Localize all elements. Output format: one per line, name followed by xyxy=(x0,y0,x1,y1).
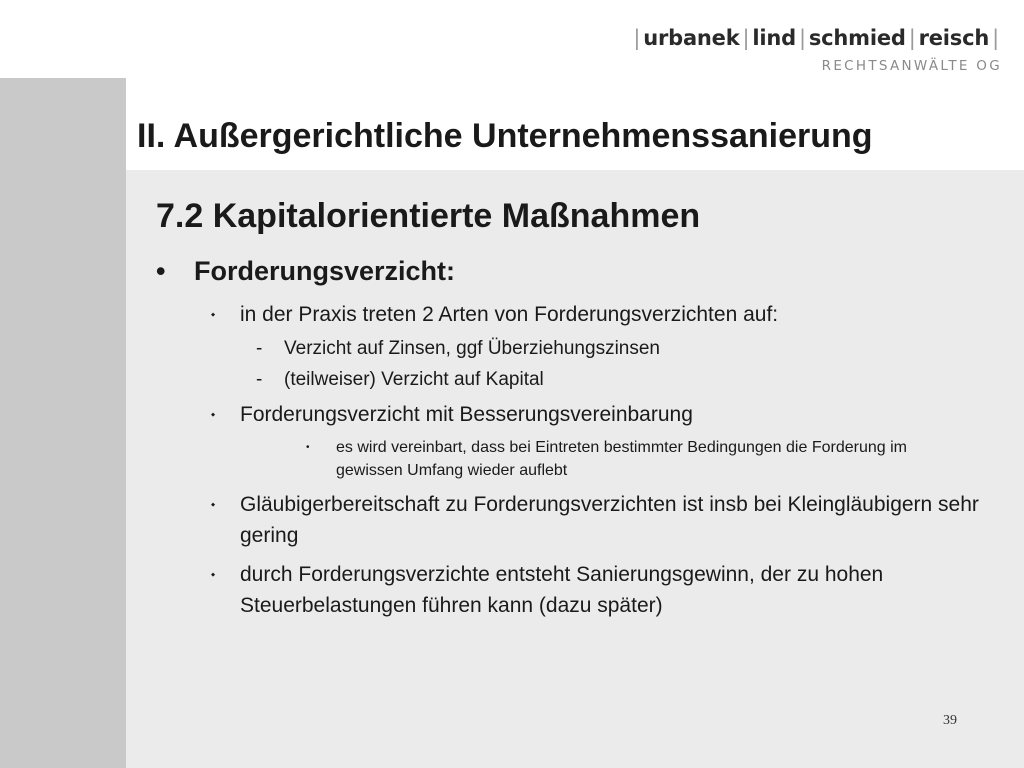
firm-logo xyxy=(630,26,1002,74)
item-text: Forderungsverzicht mit Besserungsvereinbarung xyxy=(240,403,693,426)
logo-subtitle: RECHTSANWÄLTE OG xyxy=(821,58,1002,74)
left-sidebar-bar xyxy=(0,78,126,768)
logo-name-reisch: reisch xyxy=(918,26,990,50)
page-number: 39 xyxy=(943,713,957,728)
logo-separator: | xyxy=(992,26,999,50)
item-text: Gläubigerbereitschaft zu Forderungsverzichten ist insb bei Kleingläubigern sehr gering xyxy=(240,493,979,547)
dash-bullet: - xyxy=(256,338,263,359)
bullet-marker: • xyxy=(156,256,166,286)
diamond-bullet-icon: ⬩ xyxy=(210,567,216,581)
small-bullet: • xyxy=(306,442,310,453)
logo-separator: | xyxy=(798,26,806,50)
item-glaeubiger xyxy=(206,489,986,551)
dash-bullet: - xyxy=(256,369,263,390)
bullet-forderungsverzicht xyxy=(156,256,455,287)
item-sanierungsgewinn xyxy=(206,559,986,621)
item-text: es wird vereinbart, dass bei Eintreten bestimmter Bedingungen die Forderung im gewissen Umfang wieder auflebt xyxy=(336,439,907,479)
item-text: (teilweiser) Verzicht auf Kapital xyxy=(284,369,544,390)
item-text: Verzicht auf Zinsen, ggf Überziehungszinsen xyxy=(284,338,660,359)
item-zinsen xyxy=(256,335,660,363)
bullet-text: Forderungsverzicht: xyxy=(194,256,456,286)
item-vereinbart xyxy=(306,436,946,482)
logo-names xyxy=(630,26,1002,50)
diamond-bullet-icon: ⬩ xyxy=(210,307,216,321)
diamond-bullet-icon: ⬩ xyxy=(210,497,216,511)
item-text: durch Forderungsverzichte entsteht Sanierungsgewinn, der zu hohen Steuerbelastungen führen kann (dazu später) xyxy=(240,563,884,617)
item-besserung xyxy=(206,399,986,430)
logo-name-schmied: schmied xyxy=(808,26,906,50)
logo-name-urbanek: urbanek xyxy=(643,26,740,50)
item-kapital xyxy=(256,366,544,394)
item-text: in der Praxis treten 2 Arten von Forderungsverzichten auf: xyxy=(240,303,779,326)
diamond-bullet-icon: ⬩ xyxy=(210,407,216,421)
logo-name-lind: lind xyxy=(752,26,796,50)
logo-separator: | xyxy=(742,26,750,50)
slide-title: II. Außergerichtliche Unternehmenssanierung xyxy=(137,117,873,155)
item-praxis xyxy=(206,299,986,330)
logo-separator: | xyxy=(633,26,641,50)
section-subtitle: 7.2 Kapitalorientierte Maßnahmen xyxy=(156,197,701,235)
logo-separator: | xyxy=(908,26,916,50)
